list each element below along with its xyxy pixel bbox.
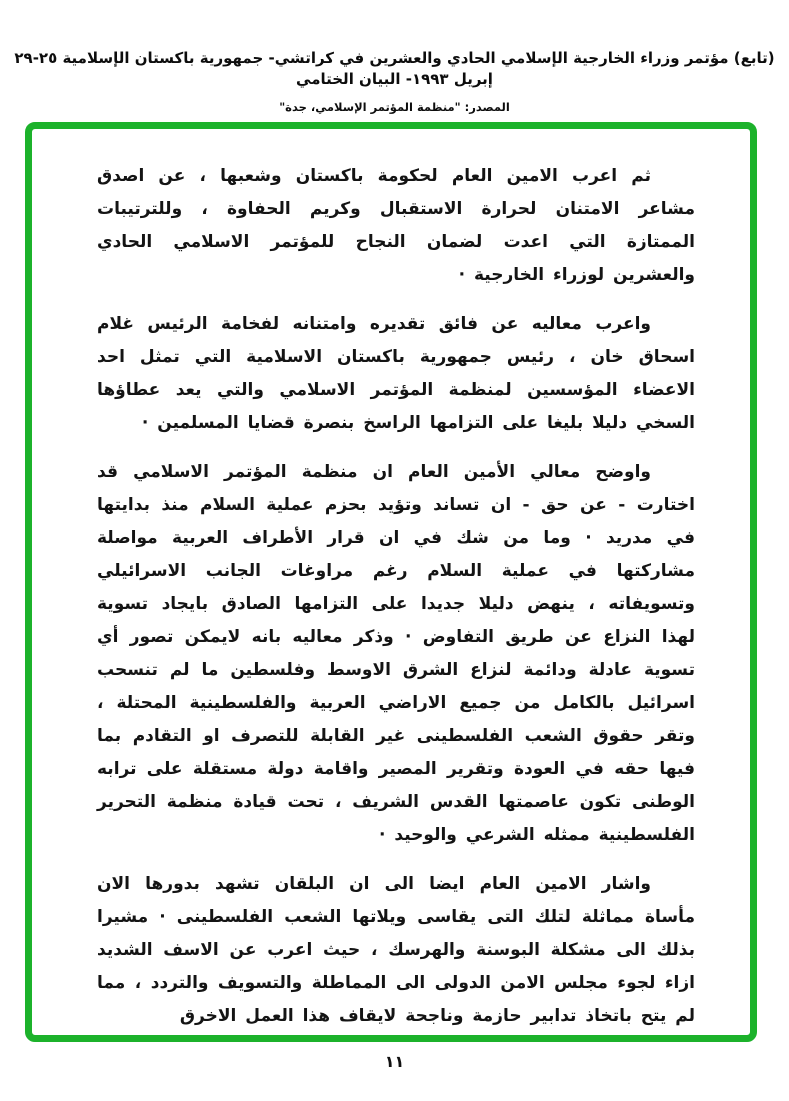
header-source: المصدر: "منظمة المؤتمر الإسلامي، جدة"	[279, 100, 510, 114]
document-header	[10, 48, 779, 114]
paragraph-3: واوضح معالي الأمين العام ان منظمة المؤتمر الاسلامي قد اختارت - عن حق - ان تساند وتؤيد بحزم عملية السلام منذ بدايتها في مدريد · وما من شك في ان قرار الأطراف العربية مواصلة مشاركتها في عملية السلام رغم مراوغات الجانب الاسرائيلي وتسويفاته ، ينهض دليلا جديدا على التزامها الصادق بايجاد تسوية لهذا النزاع عن طريق التفاوض · وذكر معاليه بانه لايمكن تصور أي تسوية عادلة ودائمة لنزاع الشرق الاوسط وفلسطين ما لم تنسحب اسرائيل بالكامل من جميع الاراضي العربية والفلسطينية المحتلة ، وتقر حقوق الشعب الفلسطينى غير القابلة للتصرف او التقادم بما فيها حقه في العودة وتقرير المصير واقامة دولة مستقلة على ترابه الوطنى تكون عاصمتها القدس الشريف ، تحت قيادة منظمة التحرير الفلسطينية ممثله الشرعي والوحيد ·	[97, 462, 695, 845]
document-body	[39, 136, 743, 1028]
header-title: (تابع) مؤتمر وزراء الخارجية الإسلامي الحادي والعشرين في كراتشي- جمهورية باكستان الإسلامية ٢٥-٢٩ إبريل ١٩٩٣- البيان الختامي	[14, 49, 775, 88]
paragraph-2: واعرب معاليه عن فائق تقديره وامتنانه لفخامة الرئيس غلام اسحاق خان ، رئيس جمهورية باكستان الاسلامية التي تمثل احد الاعضاء المؤسسين لمنظمة المؤتمر الاسلامي والتي يعد عطاؤها السخي دليلا بليغا على التزامها الراسخ بنصرة قضايا المسلمين ·	[97, 314, 695, 433]
green-highlight-frame	[25, 122, 757, 1042]
paragraph-4: واشار الامين العام ايضا الى ان البلقان تشهد بدورها الان مأساة مماثلة لتلك التى يقاسى ويلاتها الشعب الفلسطينى · مشيرا بذلك الى مشكلة البوسنة والهرسك ، حيث اعرب عن الاسف الشديد ازاء لجوء مجلس الامن الدولى الى المماطلة والتسويف والتردد ، مما لم يتح باتخاذ تدابير حازمة وناجحة لايقاف هذا العمل الاخرق	[97, 874, 695, 1026]
paragraph-1: ثم اعرب الامين العام لحكومة باكستان وشعبها ، عن اصدق مشاعر الامتنان لحرارة الاستقبال وكريم الحفاوة ، وللترتيبات الممتازة التي اعدت لضمان النجاح للمؤتمر الاسلامي الحادي والعشرين لوزراء الخارجية ·	[97, 166, 695, 285]
page-number: ١١	[384, 1052, 405, 1071]
